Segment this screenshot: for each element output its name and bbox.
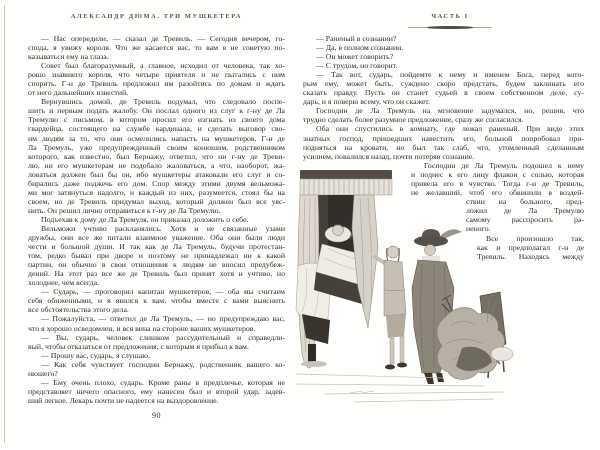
text-line: которого, как известно, был Бернажу, ответил, что ни г-ну де Треви- <box>28 151 285 161</box>
text-line: от него дальнейших известий. <box>28 88 129 98</box>
text-line: Совет был благоразумный, а главное, исходил от человека, так хо- <box>41 61 285 71</box>
text-line: что я хорошо осведомлен, и вся вина на стороне ваших мушкетеров. <box>28 323 256 333</box>
text-line: Ла Тремуль, уже предупрежденный своим конюшим, родственником <box>28 142 285 152</box>
text-line: спода, я увижу короля. Что же касается вас, то вам я не советую по- <box>28 43 285 53</box>
text-line: Вельможи учтиво раскланялись. Хотя и не связанные узами <box>41 223 285 233</box>
right-text-column <box>303 34 584 161</box>
text-line: не желавший, чтоб его обвинили в воздей- <box>411 188 584 198</box>
text-line: им людям за то, что они осмелились напасть на мушкетеров. Г-н де <box>28 133 285 143</box>
engraving-illustration <box>294 168 514 414</box>
text-line: ложил де Ла Тремулю <box>466 206 584 216</box>
text-line: — Нас опередили, — сказал де Тревиль. — Сегодня вечером, го- <box>41 34 285 43</box>
text-line: Подъехав к дому де Ла Тремуля, он приказал доложить о себе. <box>41 214 249 224</box>
text-line: Господин де Ла Тремуль на мгновение задумался, но, решив, что <box>316 106 584 116</box>
visitor-bareheaded <box>371 246 407 370</box>
text-line: дарь, и я поверю всему, что он скажет. <box>303 97 431 107</box>
text-line: Вернувшись домой, де Тревиль подумал, что следовало поспе- <box>41 97 285 107</box>
text-line: — Пожалуйста, — ответил де Ла Тремуль, — но предупреждаю вас, <box>41 314 285 324</box>
text-line: бирались даже поджечь его дом. Спор между этими двумя вельможа- <box>28 178 285 188</box>
bed-canopy <box>300 170 392 195</box>
text-line: — Сударь, — проговорил капитан мушкетеров, — оба мы считаем <box>41 287 285 297</box>
text-line: трудно сделать более разумное предложение, сразу же согласился. <box>303 115 524 125</box>
text-line: — Как себя чувствует господин Бернажу, родственник вашего ко- <box>41 359 285 369</box>
left-running-head: АЛЕКСАНДР ДЮМА. ТРИ МУШКЕТЕРА <box>70 13 243 20</box>
text-line: подняться на кровати, но был так слаб, что, утомленный сделанным <box>303 142 584 152</box>
text-line: том, редко бывал при дворе и поэтому не принадлежал ни к какой <box>28 251 285 261</box>
floorboards <box>296 374 504 402</box>
text-line: гвардейца, состоящего на службе кардинала, и сделать выговор сво- <box>28 124 285 134</box>
left-text-column <box>28 34 285 405</box>
text-line: ший легкое. Лекарь почти не надеется на выздоровление. <box>28 395 219 405</box>
right-running-head: ЧАСТЬ I <box>431 13 469 20</box>
text-line: дружбы, они все же питали взаимное уважение. Оба они были люди <box>28 233 285 243</box>
text-line: нить. Он решил лично отправиться к г-ну де Ла Тремулю. <box>28 205 221 215</box>
text-line: знатных господ, пришедших навестить его, больной попробовал при- <box>303 133 584 143</box>
divider-thick-center <box>427 26 473 29</box>
text-line: лю, ни его мушкетерам не подобало жаловаться, а что, наоборот, жа- <box>28 160 285 170</box>
text-line: сказать правду. Пусть он станет судьей в своем собственном деле, су- <box>303 88 584 98</box>
text-line: как и предполагал г-н де <box>477 242 584 252</box>
text-line: — Он может говорить? <box>316 52 394 62</box>
text-line: Господин де Ла Тремуль подошел к нему <box>424 161 584 170</box>
held-curtain <box>352 195 378 328</box>
page-number: 90 <box>152 411 161 420</box>
text-line: и поднес к его лицу флакон с солью, которая <box>411 170 584 180</box>
text-line: Все произошло так, <box>486 233 584 243</box>
header-divider <box>408 26 492 29</box>
text-line: Тремулю с письмом, в котором просил его изгнать из своего дома <box>28 115 285 125</box>
text-line: чести и большой души. И так как де Ла Тремуль, будучи протестан- <box>28 242 285 252</box>
text-line: нюшего? <box>28 368 58 378</box>
text-line: Тревиль. Находясь между <box>477 251 584 261</box>
text-line: — С трудом, но говорит. <box>316 61 398 71</box>
text-line: ствии на больного, пред- <box>466 197 584 207</box>
text-line: представляет ничего опасного, ему нанесен был и второй удар, задев- <box>28 386 285 396</box>
text-line: — Вы, сударь, человек слишком рассудительный и справедли- <box>41 332 285 342</box>
text-line: холоднее, чем всегда. <box>28 278 100 288</box>
text-line: своем, но де Тревиль придумал выход, который должен был все уяс- <box>28 196 285 206</box>
text-line: Оба они спустились в комнату, где лежал раненый. При виде этих <box>316 124 584 134</box>
text-line: все обстоятельства этого дела. <box>28 305 129 315</box>
text-line: — Прошу вас, сударь, я слушаю. <box>41 350 150 360</box>
text-line: казываться ему на глаза. <box>28 52 109 62</box>
text-line: самому расспросить ра- <box>466 215 584 225</box>
text-line: ми мог затянуться надолго, и каждый из них, разумеется, стоял бы на <box>28 187 285 197</box>
text-line: — Ему очень плохо, сударь. Кроме раны в предплечье, которая не <box>41 377 285 387</box>
text-line: привела его в чувство. Тогда г-н де Тревиль, <box>411 179 584 189</box>
text-line: — Раненый в сознании? <box>316 34 397 43</box>
text-line: шить и первым подать жалобу. Он послал одного из слуг к г-ну де Ла <box>28 106 285 116</box>
text-line: рым ему, может быть, суждено скоро предстать, будем заклинать его <box>303 79 584 89</box>
text-line: ловаться должен был бы он, ибо мушкетеры атаковали его слуг и со- <box>28 169 285 179</box>
text-line: себя обиженными, и я явился к вам, чтобы вместе с вами выяснить <box>28 296 285 306</box>
text-line: партии, он обычно в свои отношения к людям не вносил предубеж- <box>28 260 285 270</box>
text-line: спорить. Г-н де Тревиль предложил им разойтись по домам и ждать <box>28 79 285 89</box>
text-line: — Так вот, сударь, пойдемте к нему и именем Бога, перед кото- <box>316 70 584 80</box>
text-line: рошо знавшего короля, что четыре приятеля и не пытались с ним <box>28 70 285 80</box>
text-line: вый, чтобы отказаться от предложения, с которым я прибыл к вам. <box>28 341 249 351</box>
text-line: усилием, повалился назад, почти потеряв сознание. <box>303 151 475 161</box>
text-line: дений. На этот раз все же де Тревиль был принят хотя и учтиво, но <box>28 269 285 279</box>
text-line: — Да, в полном сознании. <box>316 43 404 53</box>
text-line: неного. <box>466 224 491 234</box>
left-page-edge-line <box>4 5 5 443</box>
